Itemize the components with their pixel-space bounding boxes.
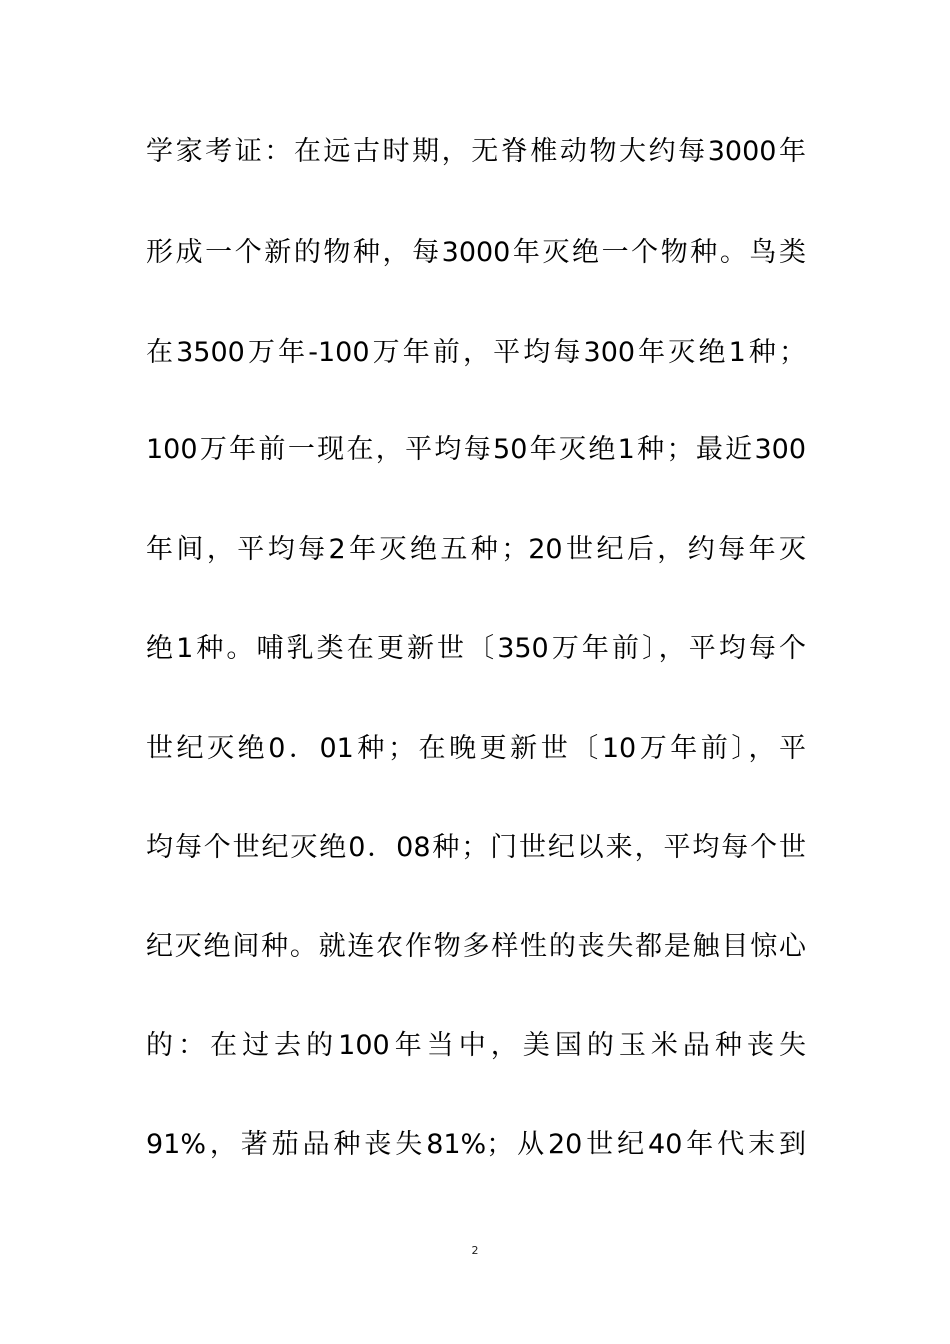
paragraph-line-7: 世纪灭绝0．01种；在晚更新世〔10万年前〕，平 [146, 733, 806, 764]
paragraph-line-4: 100万年前一现在，平均每50年灭绝1种；最近300 [146, 434, 806, 465]
paragraph-line-5: 年间，平均每2年灭绝五种；20世纪后，约每年灭 [146, 534, 806, 565]
paragraph-line-3: 在3500万年-100万年前，平均每300年灭绝1种； [146, 337, 806, 368]
paragraph-line-9: 纪灭绝间种。就连农作物多样性的丧失都是触目惊心 [146, 931, 806, 962]
paragraph-line-6: 绝1种。哺乳类在更新世〔350万年前〕，平均每个 [146, 633, 806, 664]
page-number: 2 [471, 1244, 479, 1257]
paragraph-line-1: 学家考证：在远古时期，无脊椎动物大约每3000年 [146, 136, 806, 167]
paragraph-line-2: 形成一个新的物种，每3000年灭绝一个物种。鸟类 [146, 237, 806, 268]
paragraph-line-10: 的：在过去的100年当中，美国的玉米品种丧失 [146, 1030, 806, 1061]
paragraph-line-8: 均每个世纪灭绝0．08种；门世纪以来，平均每个世 [146, 832, 806, 863]
paragraph-line-11: 91%，著茄品种丧失81%；从20世纪40年代末到 [146, 1129, 806, 1160]
